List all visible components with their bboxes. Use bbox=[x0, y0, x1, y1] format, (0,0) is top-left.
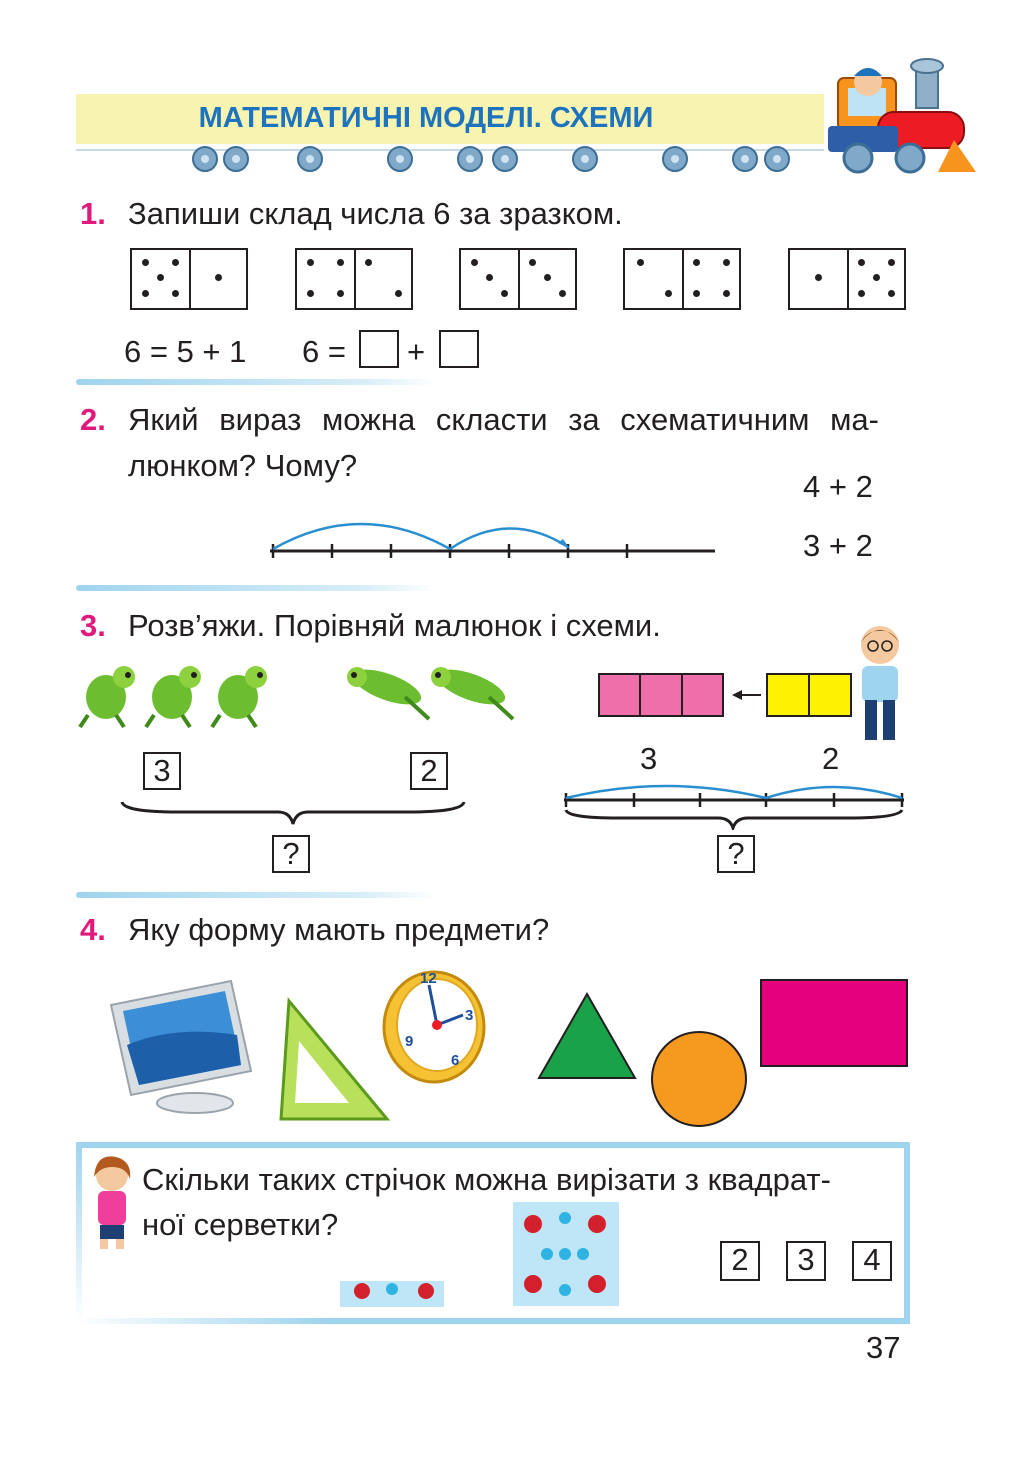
grasshoppers-standing-group bbox=[76, 655, 276, 730]
clock-number-6: 6 bbox=[451, 1052, 460, 1069]
grasshoppers-jumping-group bbox=[345, 655, 525, 730]
domino-5 bbox=[788, 248, 906, 310]
separator-2 bbox=[76, 585, 436, 591]
task-3-box-3: 3 bbox=[143, 752, 181, 790]
clock-number-9: 9 bbox=[405, 1033, 414, 1050]
bonus-line-2: ної серветки? bbox=[142, 1207, 339, 1242]
domino-2 bbox=[295, 248, 413, 310]
task-2-line-2: люнком? Чому? bbox=[128, 448, 358, 483]
monitor-icon bbox=[105, 975, 260, 1120]
napkin-square-image bbox=[513, 1202, 619, 1306]
separator-1 bbox=[76, 379, 436, 385]
brace-left bbox=[118, 798, 468, 828]
task-4-number: 4. bbox=[80, 912, 106, 947]
task-2-line-1: Який вираз можна скласти за схематичним ма- bbox=[128, 402, 879, 437]
task-1-number: 1. bbox=[80, 196, 106, 231]
answer-box-1[interactable] bbox=[359, 330, 399, 368]
choice-box-2[interactable]: 2 bbox=[720, 1241, 760, 1281]
domino-4 bbox=[623, 248, 741, 310]
magenta-rectangle-shape bbox=[760, 979, 908, 1067]
task-1-plus: + bbox=[407, 334, 426, 369]
clock-number-12: 12 bbox=[420, 970, 437, 987]
domino-1 bbox=[130, 248, 248, 310]
train-wheels-decoration bbox=[180, 144, 800, 176]
page-title: МАТЕМАТИЧНІ МОДЕЛІ. СХЕМИ bbox=[198, 102, 654, 134]
train-engine-icon bbox=[818, 40, 978, 180]
arc-label-3: 3 bbox=[640, 741, 658, 776]
domino-3 bbox=[459, 248, 577, 310]
task-3-number: 3. bbox=[80, 608, 106, 643]
task-2-number: 2. bbox=[80, 402, 106, 437]
page-number: 37 bbox=[866, 1330, 901, 1365]
orange-circle-shape bbox=[648, 1028, 750, 1130]
bonus-frame-left bbox=[76, 1142, 82, 1324]
number-line-task-2 bbox=[260, 505, 730, 565]
task-3-question-right[interactable]: ? bbox=[717, 835, 755, 873]
task-2-option-1: 4 + 2 bbox=[803, 469, 873, 504]
task-3-text: Розв’яжи. Порівняй малюнок і схеми. bbox=[128, 608, 661, 643]
clock-icon bbox=[377, 965, 487, 1085]
arc-label-2: 2 bbox=[822, 741, 840, 776]
task-1-blank-prefix: 6 = bbox=[302, 334, 346, 369]
separator-3 bbox=[76, 892, 436, 898]
bar-model-scheme bbox=[598, 672, 858, 720]
task-3-box-2: 2 bbox=[410, 752, 448, 790]
green-triangle-shape bbox=[535, 990, 640, 1082]
girl-character bbox=[88, 1155, 138, 1250]
bonus-frame-bottom bbox=[76, 1318, 910, 1324]
number-line-task-3 bbox=[558, 770, 910, 830]
ribbon-strip-image bbox=[340, 1281, 444, 1307]
choice-box-4[interactable]: 4 bbox=[852, 1241, 892, 1281]
answer-box-2[interactable] bbox=[439, 330, 479, 368]
choice-box-3[interactable]: 3 bbox=[786, 1241, 826, 1281]
task-4-text: Яку форму мають предмети? bbox=[128, 912, 550, 947]
task-2-option-2: 3 + 2 bbox=[803, 528, 873, 563]
task-3-question-left[interactable]: ? bbox=[272, 835, 310, 873]
clock-number-3: 3 bbox=[465, 1007, 474, 1024]
task-1-example: 6 = 5 + 1 bbox=[124, 334, 247, 369]
boy-character bbox=[848, 620, 910, 745]
task-1-text: Запиши склад числа 6 за зразком. bbox=[128, 196, 623, 231]
bonus-line-1: Скільки таких стрічок можна вирізати з квадрат- bbox=[142, 1162, 831, 1197]
